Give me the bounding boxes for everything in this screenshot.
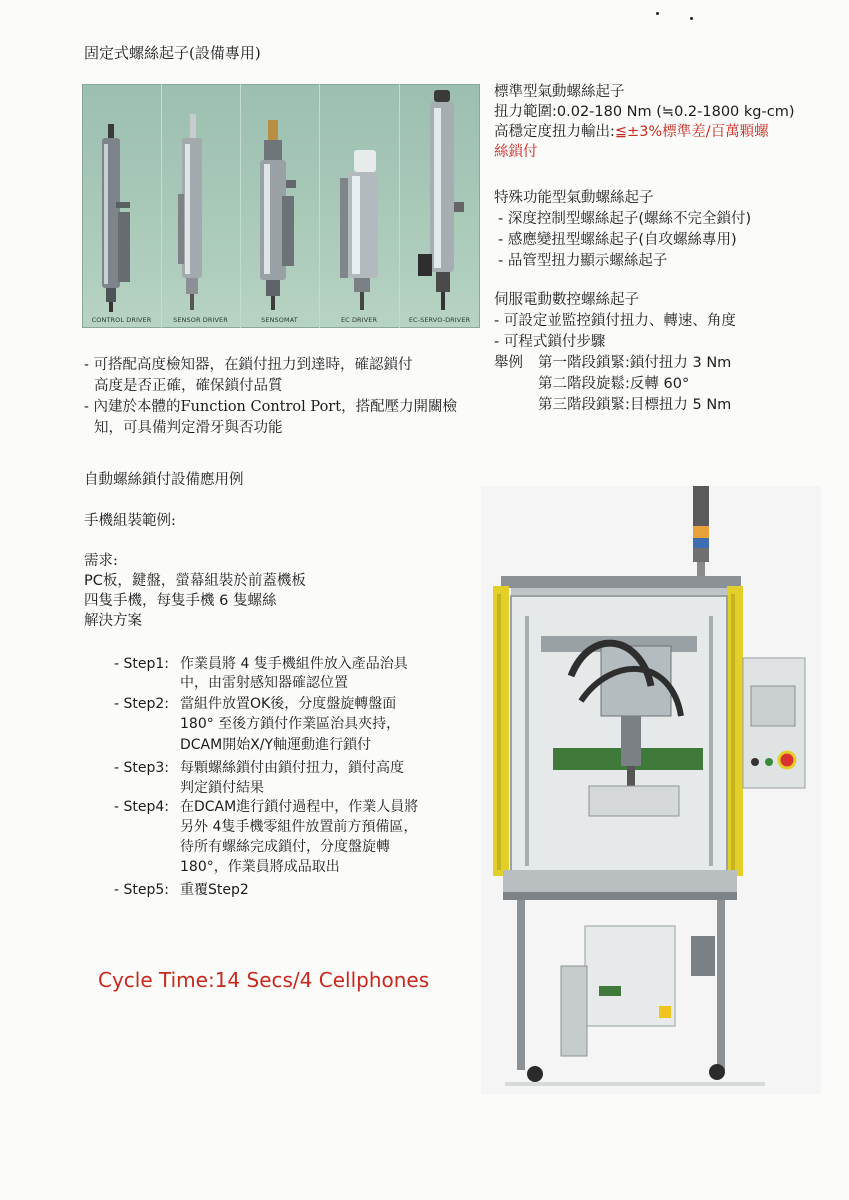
control-driver-label: CONTROL DRIVER [91, 316, 152, 324]
ec-servo-driver-label: EC-SERVO-DRIVER [408, 316, 471, 324]
stability-label: 高穩定度扭力輸出: [494, 124, 615, 140]
sensor-driver-label: SENSOR DRIVER [173, 316, 228, 324]
step-text: 作業員將 4 隻手機組件放入產品治具 [180, 656, 408, 672]
signal-tower-image [693, 486, 709, 582]
step-text: 每顆螺絲鎖付由鎖付扭力，鎖付高度 [180, 760, 404, 776]
scan-speck [656, 12, 659, 15]
cycle-time: Cycle Time:14 Secs/4 Cellphones [98, 968, 430, 992]
example-step: 第三階段鎖緊:目標扭力 5 Nm [538, 397, 732, 413]
control-panel-image [743, 658, 805, 788]
step-text: 180° 至後方鎖付作業區治具夾持， [180, 716, 401, 732]
step-2 [114, 695, 396, 714]
step-text: DCAM開始X/Y軸運動進行鎖付 [180, 737, 372, 753]
sensomat-label: SENSOMAT [261, 316, 298, 324]
step-text: 當組件放置OK後，分度盤旋轉盤面 [180, 696, 397, 712]
need-line: 四隻手機，每隻手機 6 隻螺絲 [84, 593, 277, 609]
step-key: - Step5: [114, 882, 170, 898]
step-key: - Step1: [114, 656, 170, 672]
step-key: - Step3: [114, 760, 170, 776]
special-item: - 深度控制型螺絲起子(螺絲不完全鎖付) [498, 211, 752, 227]
step-text: 重覆Step2 [180, 882, 249, 898]
need-lines [84, 571, 306, 631]
application-heading: 自動螺絲鎖付設備應用例 [84, 472, 244, 488]
servo-item: - 可程式鎖付步驟 [494, 334, 606, 350]
special-driver-section [494, 188, 751, 272]
step-text: 判定鎖付結果 [180, 780, 264, 796]
step-1 [114, 655, 408, 674]
step-3 [114, 759, 404, 778]
special-item: - 品管型扭力顯示螺絲起子 [498, 253, 668, 269]
step-key: - Step4: [114, 799, 170, 815]
solution-label: 解決方案 [84, 613, 142, 629]
machine-illustration [481, 486, 821, 1094]
step-text: 在DCAM進行鎖付過程中，作業人員將 [180, 799, 419, 815]
torque-range: 扭力範圍:0.02-180 Nm (≒0.2-1800 kg-cm) [494, 104, 795, 120]
step-text: 另外 4隻手機零組件放置前方預備區， [180, 819, 418, 835]
photo-cell [82, 84, 162, 328]
need-label: 需求: [84, 553, 118, 569]
step-4 [114, 798, 418, 817]
standard-driver-section [494, 82, 794, 162]
note-line: - 可搭配高度檢知器，在鎖付扭力到達時，確認鎖付 [84, 357, 413, 373]
step-text: 中，由雷射感知器確認位置 [180, 675, 348, 691]
scan-speck [690, 17, 693, 20]
page-title: 固定式螺絲起子(設備專用) [84, 44, 261, 62]
servo-heading: 伺服電動數控螺絲起子 [494, 292, 639, 308]
step-text: 180°，作業員將成品取出 [180, 859, 340, 875]
standard-heading: 標準型氣動螺絲起子 [494, 84, 625, 100]
servo-item: - 可設定並監控鎖付扭力、轉速、角度 [494, 313, 736, 329]
stability-line [494, 122, 794, 142]
note-line: 高度是否正確，確保鎖付品質 [94, 378, 283, 394]
step-key: - Step2: [114, 696, 170, 712]
note-line: - 內建於本體的Function Control Port，搭配壓力開關檢 [84, 399, 458, 415]
servo-example-row [494, 353, 736, 374]
servo-driver-section [494, 290, 736, 416]
photo-notes [84, 355, 457, 439]
note-line: 知，可具備判定滑牙與否功能 [94, 420, 283, 436]
example-step: 第一階段鎖緊:鎖付扭力 3 Nm [538, 355, 732, 371]
stability-value-cont: 絲鎖付 [494, 144, 538, 160]
photo-cell [161, 84, 241, 328]
screw-fastening-machine-photo [481, 486, 821, 1094]
photo-cell [399, 84, 480, 328]
step-5 [114, 881, 249, 900]
photo-cell [319, 84, 400, 328]
step-text: 待所有螺絲完成鎖付，分度盤旋轉 [180, 839, 390, 855]
screwdriver-product-photo [82, 84, 480, 328]
need-line: PC板，鍵盤，螢幕組裝於前蓋機板 [84, 573, 306, 589]
application-subheading: 手機組裝範例: [84, 513, 176, 529]
example-label: 舉例 [494, 355, 523, 371]
photo-cell [240, 84, 320, 328]
special-item: - 感應變扭型螺絲起子(自攻螺絲專用) [498, 232, 737, 248]
special-heading: 特殊功能型氣動螺絲起子 [494, 190, 654, 206]
ec-driver-label: EC DRIVER [340, 316, 378, 324]
stability-value: ≦±3%標準差/百萬顆螺 [614, 124, 769, 140]
example-step: 第二階段旋鬆:反轉 60° [538, 376, 690, 392]
